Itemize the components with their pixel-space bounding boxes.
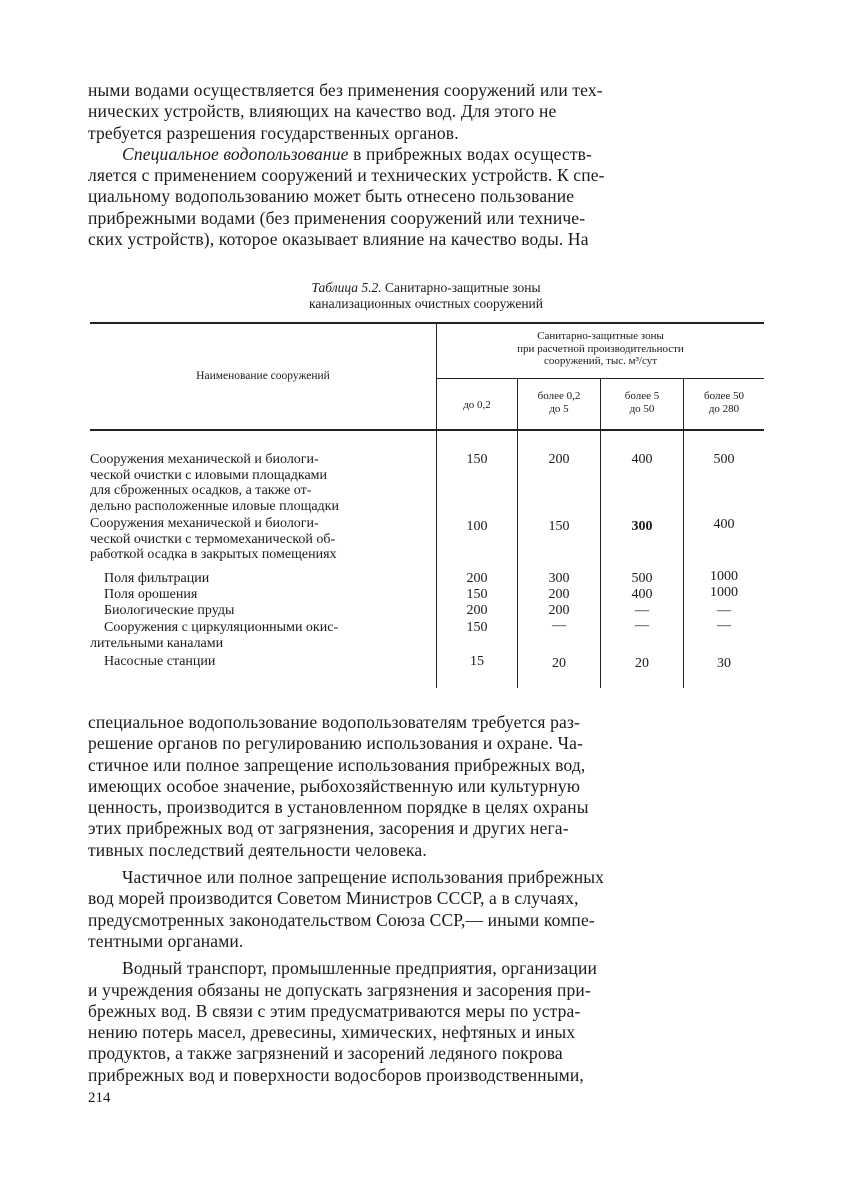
text-line: требуется разрешения государственных органов. — [88, 122, 459, 143]
page-number: 214 — [88, 1090, 111, 1106]
text-line: ными водами осуществляется без применения сооружений или тех- — [88, 80, 603, 100]
table-cell: 500 — [713, 452, 735, 467]
table-cell: — — [552, 618, 566, 633]
table-cell: 150 — [466, 620, 488, 635]
header-line: до 280 — [708, 402, 740, 415]
text-line: ских устройств), которое оказывает влияние на качество воды. На — [88, 229, 589, 250]
text-line: предусмотренных законодательством Союза ССР,— иными компе- — [88, 909, 595, 930]
text-line: вод морей производится Советом Министров СССР, а в случаях, — [88, 888, 579, 909]
column-divider — [683, 378, 684, 688]
text-line: ценность, производится в установленном порядке в целях охраны — [88, 797, 589, 818]
header-line: сооружений, тыс. м³/сут — [543, 355, 658, 367]
table-number: Таблица 5.2. — [311, 280, 382, 295]
table-title: Санитарно-защитные зоны — [385, 280, 541, 295]
cell-line: Сооружения механической и биологи- — [90, 452, 319, 467]
column-group-header — [437, 330, 764, 368]
header-line: более 5 — [624, 390, 660, 402]
table-row-name: Поля орошения — [104, 587, 198, 602]
table-cell: 1000 — [710, 585, 738, 600]
paragraph — [88, 80, 764, 144]
text-line: циальному водопользованию может быть отнесено пользование — [88, 186, 575, 207]
column-header-range — [601, 390, 683, 415]
text-line: Водный транспорт, промышленные предприятия, организации — [122, 958, 597, 979]
table-row-name: Поля фильтрации — [104, 571, 210, 586]
text-line: брежных вод. В связи с этим предусматриваются меры по устра- — [88, 1000, 581, 1021]
column-header-name: Наименование сооружений — [196, 370, 330, 382]
text-line: тивных последствий деятельности человека. — [88, 839, 427, 860]
text-line: прибрежных вод и поверхности водосборов производственными, — [88, 1064, 584, 1085]
text-line: решение органов по регулированию использования и охране. Ча- — [88, 733, 583, 754]
cell-line: Сооружения с циркуляционными окис- — [104, 620, 339, 635]
table-cell: 200 — [466, 603, 488, 618]
text-line: этих прибрежных вод от загрязнения, засорения и других нега- — [88, 818, 569, 839]
table-cell: — — [717, 603, 731, 618]
table-cell: 400 — [713, 517, 735, 532]
table-cell: 30 — [717, 656, 731, 671]
table-cell: 150 — [466, 587, 488, 602]
body-text-bottom — [88, 712, 764, 1086]
cell-line: работкой осадка в закрытых помещениях — [90, 547, 337, 563]
table-cell: 20 — [635, 656, 649, 671]
text-line: ляется с применением сооружений и технических устройств. К спе- — [88, 165, 605, 186]
header-line: более 0,2 — [537, 390, 581, 402]
sanitary-zones-table — [90, 322, 764, 688]
table-cell: 200 — [548, 587, 570, 602]
body-text-top — [88, 80, 764, 250]
table-cell: 20 — [552, 656, 566, 671]
table-cell: 200 — [548, 603, 570, 618]
header-line: Санитарно-защитные зоны — [537, 330, 664, 342]
paragraph — [88, 712, 764, 861]
table-row-name: Насосные станции — [104, 654, 216, 669]
table-row-name — [90, 452, 435, 514]
table-cell: — — [635, 603, 649, 618]
header-line: более 50 — [704, 390, 744, 402]
header-bottom-rule — [90, 429, 764, 431]
text-line: продуктов, а также загрязнений и засорений ледяного покрова — [88, 1043, 563, 1064]
column-header-range — [684, 390, 764, 415]
table-caption — [88, 280, 764, 312]
table-cell: 100 — [466, 519, 488, 534]
table-top-rule — [90, 322, 764, 324]
paragraph — [88, 958, 764, 1086]
text-line: нических устройств, влияющих на качество вод. Для этого не — [88, 101, 557, 122]
table-title: канализационных очистных сооружений — [309, 296, 543, 311]
table-cell: 300 — [548, 571, 570, 586]
cell-line: лительными каналами — [90, 635, 224, 651]
table-row-name — [90, 516, 435, 563]
cell-line: ческой очистки с термомеханической об- — [90, 531, 336, 547]
header-line: при расчетной производительности — [517, 342, 684, 355]
cell-line: дельно расположенные иловые площадки — [90, 498, 339, 514]
text-line: специальное водопользование водопользователям требуется раз- — [88, 712, 581, 732]
column-header-range — [437, 399, 517, 412]
header-line: до 5 — [549, 402, 569, 415]
paragraph — [88, 867, 764, 952]
table-row-name — [90, 620, 434, 651]
table-cell: 200 — [548, 452, 570, 467]
table-cell: — — [717, 618, 731, 633]
column-header-range — [518, 390, 600, 415]
header-line: до 0,2 — [463, 399, 491, 411]
table-cell: 150 — [548, 519, 570, 534]
table-cell: 500 — [631, 571, 653, 586]
paragraph — [88, 144, 764, 250]
text-line: тентными органами. — [88, 930, 244, 951]
table-cell: 1000 — [710, 569, 738, 584]
text-line: и учреждения обязаны не допускать загрязнения и засорения при- — [88, 979, 591, 1000]
table-cell: 300 — [631, 519, 653, 534]
cell-line: ческой очистки с иловыми площадками — [90, 467, 328, 483]
cell-line: для сброженных осадков, а также от- — [90, 483, 312, 499]
table-cell: 15 — [470, 654, 484, 669]
text-line: нению потерь масел, древесины, химических, нефтяных и иных — [88, 1022, 576, 1043]
text-line: Частичное или полное запрещение использования прибрежных — [122, 867, 605, 888]
table-cell: 400 — [631, 587, 653, 602]
table-cell: 150 — [466, 452, 488, 467]
text-line: прибрежными водами (без применения сооружений или техниче- — [88, 207, 586, 228]
header-line: до 50 — [629, 402, 655, 415]
text-line: стичное или полное запрещение использования прибрежных вод, — [88, 754, 586, 775]
table-cell: 200 — [466, 571, 488, 586]
text-line: имеющих особое значение, рыбохозяйственную или культурную — [88, 775, 581, 796]
text-line: в прибрежных водах осуществ- — [348, 143, 593, 164]
cell-line: Сооружения механической и биологи- — [90, 516, 319, 531]
table-cell: 400 — [631, 452, 653, 467]
table-cell: — — [635, 618, 649, 633]
emphasized-term: Специальное водопользование — [122, 143, 349, 164]
table-row-name: Биологические пруды — [104, 603, 235, 618]
